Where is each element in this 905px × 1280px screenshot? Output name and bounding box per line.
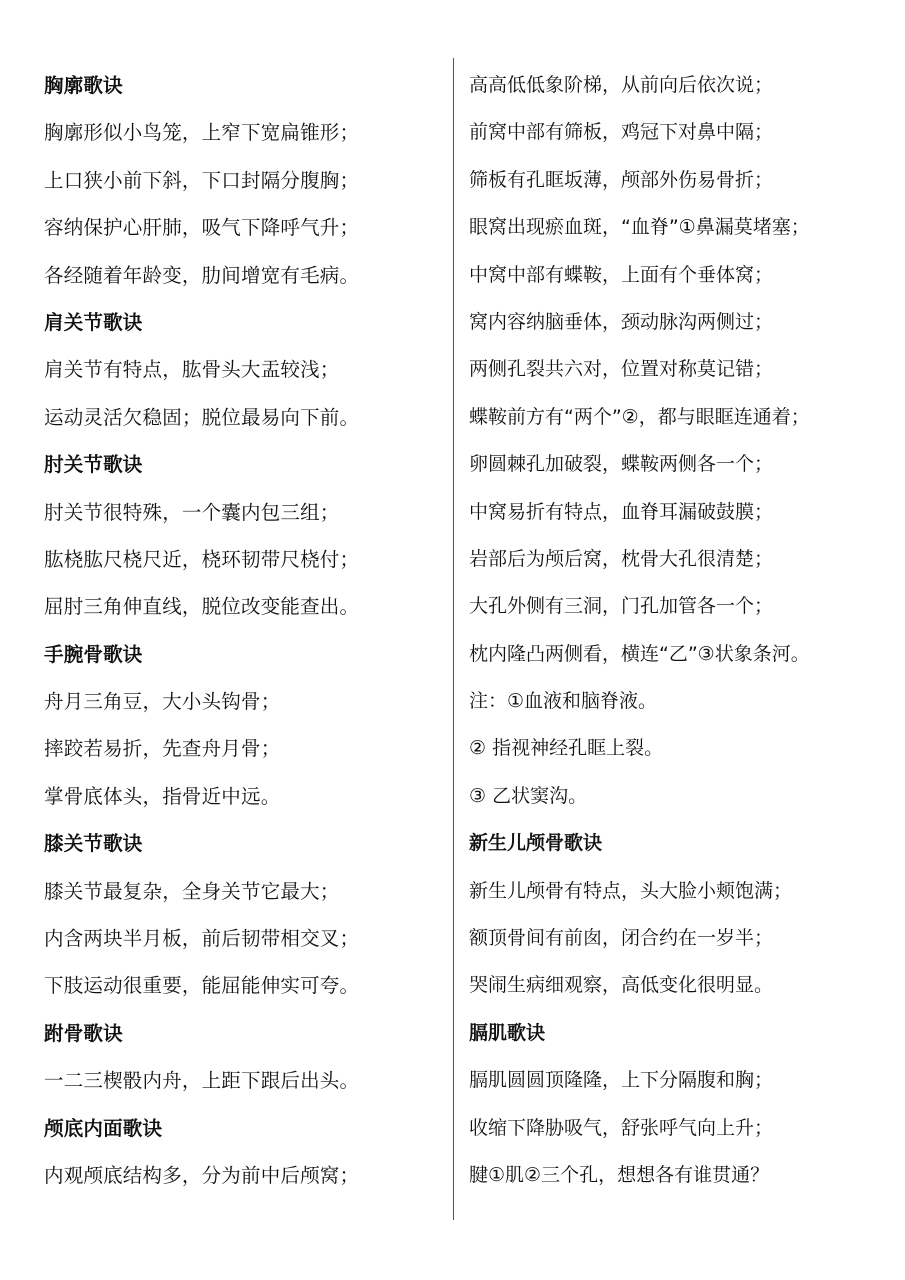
verse-line: 窝内容纳脑垂体，颈动脉沟两侧过； xyxy=(469,310,774,333)
verse-line: 肩关节有特点，肱骨头大盂较浅； xyxy=(44,358,340,382)
verse-line: 中窝中部有蝶鞍，上面有个垂体窝； xyxy=(469,263,774,286)
section-heading: 膈肌歌诀 xyxy=(469,1021,546,1044)
verse-line: 舟月三角豆，大小头钩骨； xyxy=(44,690,281,714)
verse-line: 岩部后为颅后窝，枕骨大孔很清楚； xyxy=(469,547,774,570)
verse-line: 前窝中部有筛板，鸡冠下对鼻中隔； xyxy=(469,121,774,144)
verse-line: 枕内隆凸两侧看，横连“乙”③状象条河。 xyxy=(469,642,810,665)
verse-line: 两侧孔裂共六对，位置对称莫记错； xyxy=(469,358,774,381)
verse-line: 运动灵活欠稳固；脱位最易向下前。 xyxy=(44,405,360,429)
verse-line: 筛板有孔眶坂薄，颅部外伤易骨折； xyxy=(469,168,774,191)
verse-line: 眼窝出现瘀血斑，“血脊”①鼻漏莫堵塞； xyxy=(469,216,810,239)
verse-line: 内观颅底结构多，分为前中后颅窝； xyxy=(44,1163,360,1187)
right-column xyxy=(469,62,899,1199)
section-heading: 新生儿颅骨歌诀 xyxy=(469,832,603,855)
verse-line: 上口狭小前下斜，下口封隔分腹胸； xyxy=(44,168,360,192)
section-heading: 肘关节歌诀 xyxy=(44,453,143,477)
verse-line: 容纳保护心肝肺，吸气下降呼气升； xyxy=(44,216,360,240)
verse-line: 中窝易折有特点，血脊耳漏破鼓膜； xyxy=(469,500,774,523)
verse-line: 新生儿颅骨有特点，头大脸小颊饱满； xyxy=(469,879,793,902)
verse-line: 各经随着年龄变，肋间增宽有毛病。 xyxy=(44,263,360,287)
verse-line: 内含两块半月板，前后韧带相交叉； xyxy=(44,927,360,951)
verse-line: 膈肌圆圆顶隆隆，上下分隔腹和胸； xyxy=(469,1069,774,1092)
verse-line: 掌骨底体头，指骨近中远。 xyxy=(44,784,281,808)
verse-line: 注：①血液和脑脊液。 xyxy=(469,690,658,713)
verse-line: 哭闹生病细观察，高低变化很明显。 xyxy=(469,974,774,997)
verse-line: 肘关节很特殊，一个囊内包三组； xyxy=(44,500,340,524)
section-heading: 颅底内面歌诀 xyxy=(44,1116,163,1140)
section-heading: 手腕骨歌诀 xyxy=(44,642,143,666)
verse-line: 下肢运动很重要，能屈能伸实可夸。 xyxy=(44,974,360,998)
verse-line: ③ 乙状窦沟。 xyxy=(469,784,588,807)
verse-line: 大孔外侧有三洞，门孔加管各一个； xyxy=(469,595,774,618)
left-column xyxy=(44,62,439,1199)
section-heading: 肩关节歌诀 xyxy=(44,310,143,334)
verse-line: ② 指视神经孔眶上裂。 xyxy=(469,737,664,760)
verse-line: 一二三楔骰内舟，上距下跟后出头。 xyxy=(44,1069,360,1093)
verse-line: 胸廓形似小鸟笼，上窄下宽扁锥形； xyxy=(44,121,360,145)
verse-line: 额顶骨间有前囱，闭合约在一岁半； xyxy=(469,927,774,950)
section-heading: 膝关节歌诀 xyxy=(44,832,143,856)
verse-line: 高高低低象阶梯，从前向后依次说； xyxy=(469,74,774,96)
verse-line: 收缩下降胁吸气，舒张呼气向上升； xyxy=(469,1116,774,1139)
verse-line: 膝关节最复杂，全身关节它最大； xyxy=(44,879,340,903)
verse-line: 摔跤若易折，先查舟月骨； xyxy=(44,737,281,761)
column-divider xyxy=(453,58,454,1220)
verse-line: 卵圆棘孔加破裂，蝶鞍两侧各一个； xyxy=(469,453,774,476)
section-heading: 跗骨歌诀 xyxy=(44,1021,123,1045)
verse-line: 蝶鞍前方有“两个”②，都与眼眶连通着； xyxy=(469,405,810,428)
verse-line: 屈肘三角伸直线，脱位改变能查出。 xyxy=(44,595,360,619)
verse-line: 肱桡肱尺桡尺近，桡环韧带尺桡付； xyxy=(44,547,360,571)
verse-line: 腱①肌②三个孔，想想各有谁贯通？ xyxy=(469,1163,770,1186)
section-heading: 胸廓歌诀 xyxy=(44,74,123,97)
